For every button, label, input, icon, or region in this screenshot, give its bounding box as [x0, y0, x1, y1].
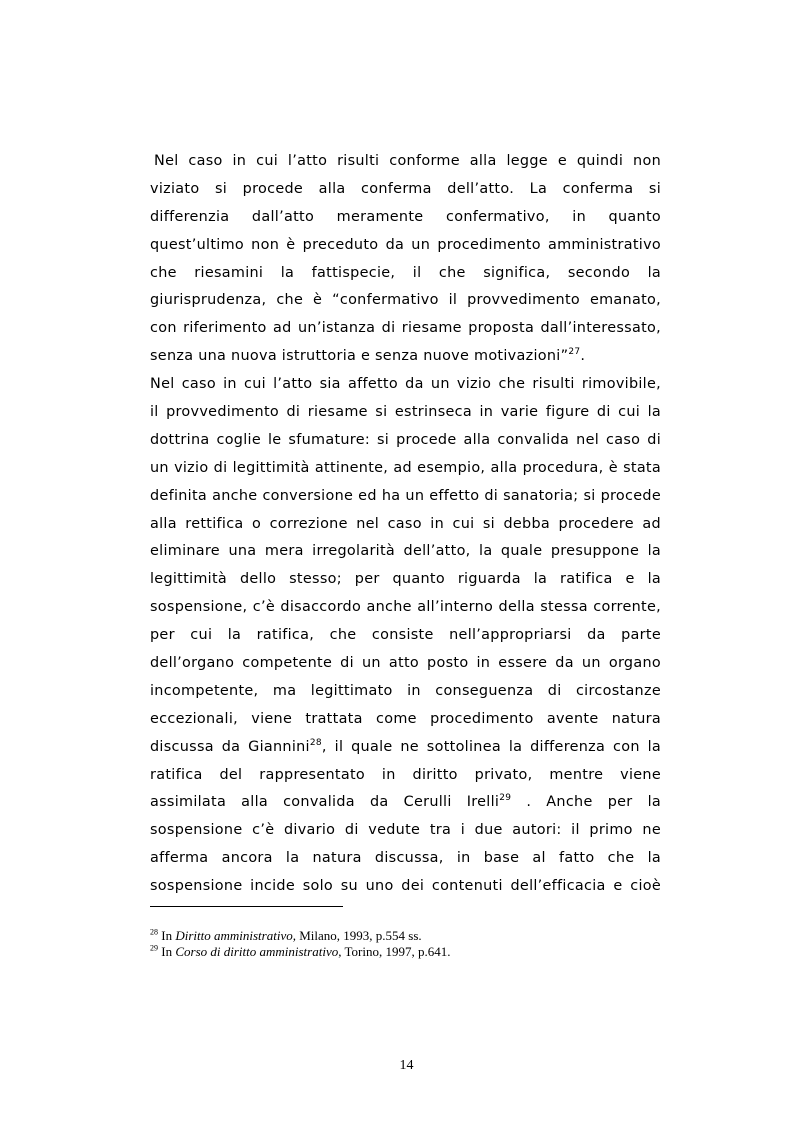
- text-line: definita anche conversione ed ha un effetto di sanatoria; si procede: [150, 487, 661, 504]
- body-text: [150, 148, 661, 901]
- text-fragment: . Anche per la: [511, 794, 661, 811]
- text-line: afferma ancora la natura discussa, in base al fatto che la: [150, 850, 661, 867]
- footnote-number: 29: [150, 943, 158, 953]
- text-fragment: , il quale ne sottolinea la differenza con la: [321, 738, 662, 755]
- text-fragment: .: [580, 348, 586, 365]
- page-number: 14: [399, 1058, 414, 1073]
- footnote-prefix: In: [161, 928, 176, 943]
- text-fragment: discussa da Giannini: [150, 738, 310, 755]
- text-line: sospensione, c’è disaccordo anche all’interno della stessa corrente,: [150, 599, 661, 616]
- text-line: incompetente, ma legittimato in conseguenza di circostanze: [150, 682, 661, 699]
- footnote-29: [150, 944, 670, 960]
- text-line: per cui la ratifica, che consiste nell’appropriarsi da parte: [150, 627, 661, 644]
- footnote-title: Diritto amministrativo,: [175, 928, 296, 943]
- text-line: [150, 734, 661, 762]
- text-line: che riesamini la fattispecie, il che significa, secondo la: [150, 264, 661, 281]
- text-line: con riferimento ad un’istanza di riesame proposta dall’interessato,: [150, 320, 661, 337]
- text-line: sospensione incide solo su uno dei contenuti dell’efficacia e cioè: [150, 878, 661, 895]
- text-line: sospensione c’è divario di vedute tra i due autori: il primo ne: [150, 822, 661, 839]
- footnote-rest: Milano, 1993, p.554 ss.: [295, 928, 422, 943]
- text-line: il provvedimento di riesame si estrinseca in varie figure di cui la: [150, 404, 661, 421]
- footnote-separator: [150, 906, 343, 907]
- footnote-number: 28: [150, 927, 158, 937]
- text-line: alla rettifica o correzione nel caso in cui si debba procedere ad: [150, 515, 661, 532]
- footnote-ref-29: 29: [499, 793, 512, 804]
- text-line: dell’organo competente di un atto posto in essere da un organo: [150, 655, 661, 672]
- footnote-ref-27: 27: [568, 347, 581, 358]
- footnote-title: Corso di diritto amministrativo: [175, 943, 339, 959]
- footnotes: [150, 928, 670, 959]
- footnote-prefix: In: [161, 943, 176, 959]
- text-line: ratifica del rappresentato in diritto privato, mentre viene: [150, 766, 661, 783]
- text-line: Nel caso in cui l’atto sia affetto da un vizio che risulti rimovibile,: [150, 376, 661, 393]
- text-line: differenzia dall’atto meramente confermativo, in quanto: [150, 208, 661, 225]
- text-line: [150, 789, 661, 817]
- text-line: eliminare una mera irregolarità dell’atto, la quale presuppone la: [150, 543, 661, 560]
- text-line: [150, 343, 661, 371]
- text-line: Nel caso in cui l’atto risulti conforme alla legge e quindi non: [154, 153, 661, 169]
- text-fragment: assimilata alla convalida da Cerulli Irelli: [150, 794, 500, 811]
- text-line: legittimità dello stesso; per quanto riguarda la ratifica e la: [150, 571, 661, 588]
- text-line: giurisprudenza, che è “confermativo il provvedimento emanato,: [150, 292, 661, 309]
- footnote-ref-28: 28: [309, 737, 322, 748]
- text-line: quest’ultimo non è preceduto da un procedimento amministrativo: [150, 236, 661, 253]
- footnote-28: [150, 928, 670, 944]
- text-fragment: senza una nuova istruttoria e senza nuove motivazioni”: [150, 348, 569, 365]
- footnote-rest: , Torino, 1997, p.641.: [338, 943, 451, 959]
- text-line: viziato si procede alla conferma dell’atto. La conferma si: [150, 180, 661, 197]
- text-line: eccezionali, viene trattata come procedimento avente natura: [150, 710, 661, 727]
- text-line: un vizio di legittimità attinente, ad esempio, alla procedura, è stata: [150, 459, 661, 476]
- text-line: dottrina coglie le sfumature: si procede alla convalida nel caso di: [150, 431, 661, 448]
